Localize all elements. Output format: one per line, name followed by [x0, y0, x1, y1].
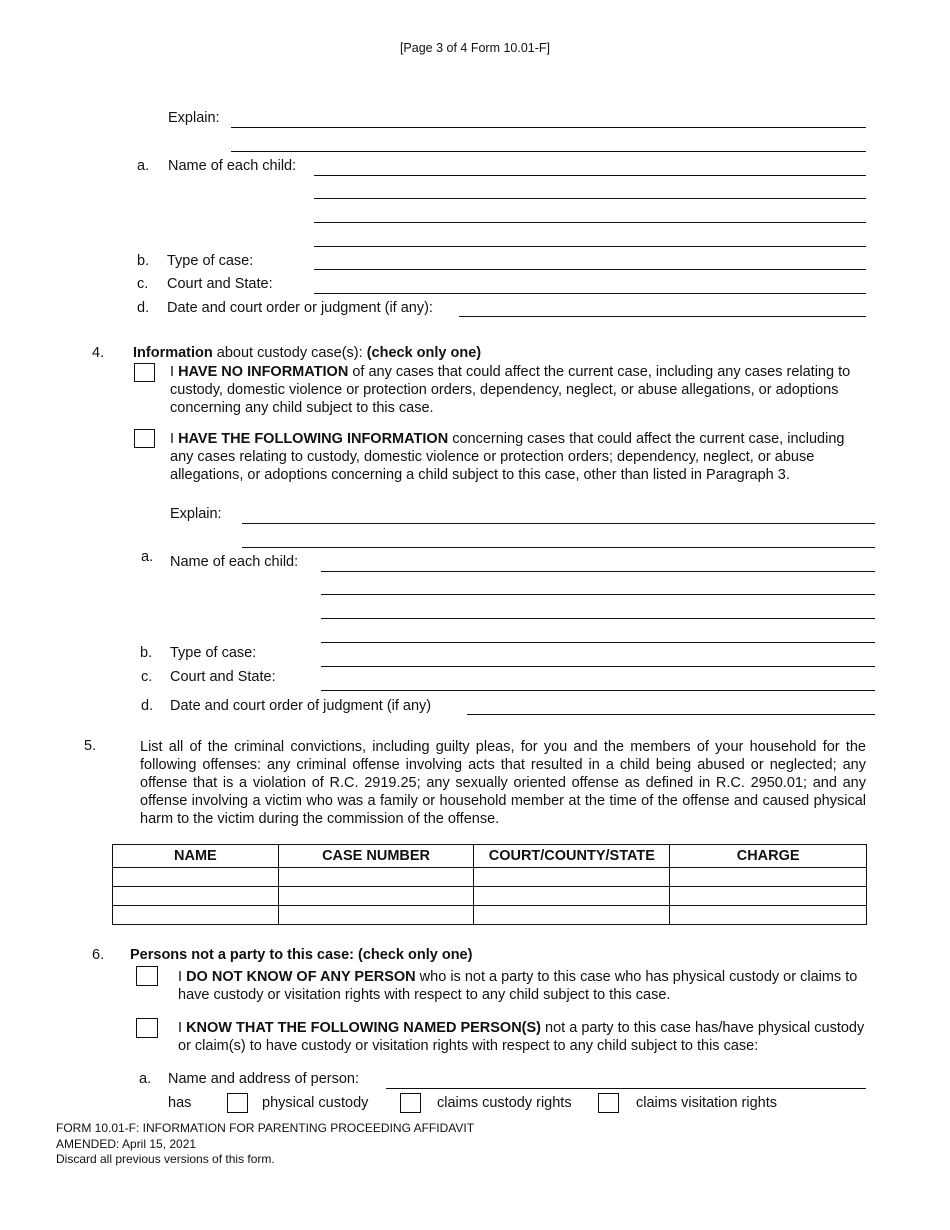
- person-name-address-label: Name and address of person:: [168, 1071, 360, 1087]
- item-4-letter-c: c.: [141, 669, 153, 685]
- item-letter-b: b.: [137, 253, 150, 269]
- court-order-date-4-line[interactable]: [467, 714, 875, 715]
- child-name-line-2[interactable]: [314, 198, 866, 199]
- have-information-text: [170, 430, 867, 484]
- court-order-date-label: Date and court order or judgment (if any):: [167, 300, 433, 316]
- do-not-know-i: I: [178, 969, 187, 985]
- child-name-4-line-2[interactable]: [321, 594, 875, 595]
- table-cell[interactable]: [113, 906, 279, 925]
- child-name-label: Name of each child:: [168, 158, 297, 174]
- column-header-charge: CHARGE: [670, 845, 867, 868]
- have-information-rest: concerning cases that could affect the current case, including any cases relating to custody, domestic violence or protection orders; dependency, neglect, or abuse allegations, or adoptions concerning a child subject to this case, other than listed in Paragraph 3.: [170, 431, 845, 483]
- table-cell[interactable]: [670, 906, 867, 925]
- know-named-person-checkbox[interactable]: [136, 1018, 158, 1038]
- explain-label: Explain:: [168, 110, 220, 126]
- table-cell[interactable]: [278, 868, 474, 887]
- item-letter-d: d.: [137, 300, 150, 316]
- explain-label-4: Explain:: [170, 506, 222, 522]
- section-4-title-mid: about custody case(s):: [212, 345, 367, 361]
- court-state-line[interactable]: [314, 293, 866, 294]
- do-not-know-bold: DO NOT KNOW OF ANY PERSON: [186, 969, 416, 985]
- column-header-court-county-state: COURT/COUNTY/STATE: [474, 845, 670, 868]
- child-name-4-line-1[interactable]: [321, 571, 875, 572]
- column-header-name: NAME: [113, 845, 279, 868]
- case-type-label-4: Type of case:: [170, 645, 257, 661]
- have-information-checkbox[interactable]: [134, 429, 155, 448]
- section-4-number: 4.: [92, 345, 105, 361]
- footer-form-title: FORM 10.01-F: INFORMATION FOR PARENTING PROCEEDING AFFIDAVIT: [56, 1121, 475, 1135]
- court-state-4-line[interactable]: [321, 690, 875, 691]
- person-name-address-line[interactable]: [386, 1088, 866, 1089]
- no-information-i: I: [170, 364, 179, 380]
- child-name-line-4[interactable]: [314, 246, 866, 247]
- table-cell[interactable]: [113, 868, 279, 887]
- item-4-letter-d: d.: [141, 698, 154, 714]
- explain-line-2[interactable]: [231, 151, 866, 152]
- do-not-know-person-text: [178, 968, 868, 1004]
- footer: [56, 1121, 474, 1168]
- section-5-text: List all of the criminal convictions, including guilty pleas, for you and the members of your household for the following offenses: any criminal offense involving acts that resulted in a child being abused or neglected; any offense that is a violation of R.C. 2919.25; any sexually oriented offense as defined in R.C. 2950.01; and any offense involving a victim who was a family or household member at the time of the offense and caused physical harm to the victim during the commission of the offense.: [140, 739, 866, 827]
- child-name-line-3[interactable]: [314, 222, 866, 223]
- claims-visitation-label: claims visitation rights: [636, 1095, 778, 1111]
- item-6-letter-a: a.: [139, 1071, 152, 1087]
- court-state-label-4: Court and State:: [170, 669, 276, 685]
- claims-visitation-checkbox[interactable]: [598, 1093, 619, 1113]
- physical-custody-label: physical custody: [262, 1095, 369, 1111]
- court-order-date-line[interactable]: [459, 316, 866, 317]
- do-not-know-person-checkbox[interactable]: [136, 966, 158, 986]
- table-cell[interactable]: [278, 887, 474, 906]
- child-name-4-line-3[interactable]: [321, 618, 875, 619]
- claims-custody-label: claims custody rights: [437, 1095, 572, 1111]
- table-row: [113, 887, 867, 906]
- table-cell[interactable]: [278, 906, 474, 925]
- no-information-bold: HAVE NO INFORMATION: [178, 364, 349, 380]
- do-not-know-rest: who is not a party to this case who has physical custody or claims to have custody or visitation rights with respect to any child subject to this case.: [178, 969, 858, 1003]
- has-label: has: [168, 1095, 192, 1111]
- table-row: [113, 906, 867, 925]
- no-information-text: [170, 363, 860, 417]
- footer-amended-date: AMENDED: April 15, 2021: [56, 1136, 197, 1151]
- know-named-person-text: [178, 1019, 868, 1055]
- section-5-number: 5.: [84, 738, 97, 754]
- column-header-case-number: CASE NUMBER: [278, 845, 474, 868]
- table-row: [113, 868, 867, 887]
- criminal-convictions-table: [112, 844, 867, 925]
- case-type-line[interactable]: [314, 269, 866, 270]
- explain-4-line-1[interactable]: [242, 523, 875, 524]
- no-information-checkbox[interactable]: [134, 363, 155, 382]
- page-header: [Page 3 of 4 Form 10.01-F]: [399, 41, 551, 55]
- item-4-letter-a: a.: [141, 549, 154, 565]
- table-cell[interactable]: [670, 868, 867, 887]
- case-type-label: Type of case:: [167, 253, 254, 269]
- item-letter-c: c.: [137, 276, 149, 292]
- no-information-rest: of any cases that could affect the current case, including any cases relating to custody, domestic violence or protection orders, dependency, neglect, or abuse allegations, or adoptions concerning any child subject to this case.: [170, 364, 851, 416]
- item-4-letter-b: b.: [140, 645, 153, 661]
- explain-4-line-2[interactable]: [242, 547, 875, 548]
- footer-discard-note: Discard all previous versions of this form.: [56, 1152, 275, 1166]
- physical-custody-checkbox[interactable]: [227, 1093, 248, 1113]
- have-information-i: I: [170, 431, 179, 447]
- know-named-rest: not a party to this case has/have physical custody or claim(s) to have custody or visitation rights with respect to any child subject to this case:: [178, 1020, 865, 1054]
- table-cell[interactable]: [474, 868, 670, 887]
- case-type-4-line[interactable]: [321, 666, 875, 667]
- table-header-row: [113, 845, 867, 868]
- court-state-label: Court and State:: [167, 276, 273, 292]
- section-4-title: [133, 345, 481, 361]
- table-cell[interactable]: [113, 887, 279, 906]
- court-order-date-label-4: Date and court order of judgment (if any): [170, 698, 432, 714]
- claims-custody-checkbox[interactable]: [400, 1093, 421, 1113]
- know-named-bold: KNOW THAT THE FOLLOWING NAMED PERSON(S): [186, 1020, 542, 1036]
- table-cell[interactable]: [474, 887, 670, 906]
- section-6-title: Persons not a party to this case: (check only one): [130, 947, 473, 963]
- child-name-4-line-4[interactable]: [321, 642, 875, 643]
- table-cell[interactable]: [670, 887, 867, 906]
- section-4-title-bold: Information: [133, 345, 213, 361]
- section-4-title-end: (check only one): [366, 345, 482, 361]
- child-name-label-4: Name of each child:: [170, 554, 299, 570]
- item-letter-a: a.: [137, 158, 150, 174]
- section-6-number: 6.: [92, 947, 105, 963]
- have-information-bold: HAVE THE FOLLOWING INFORMATION: [178, 431, 449, 447]
- table-cell[interactable]: [474, 906, 670, 925]
- child-name-line-1[interactable]: [314, 175, 866, 176]
- know-named-i: I: [178, 1020, 187, 1036]
- explain-line-1[interactable]: [231, 127, 866, 128]
